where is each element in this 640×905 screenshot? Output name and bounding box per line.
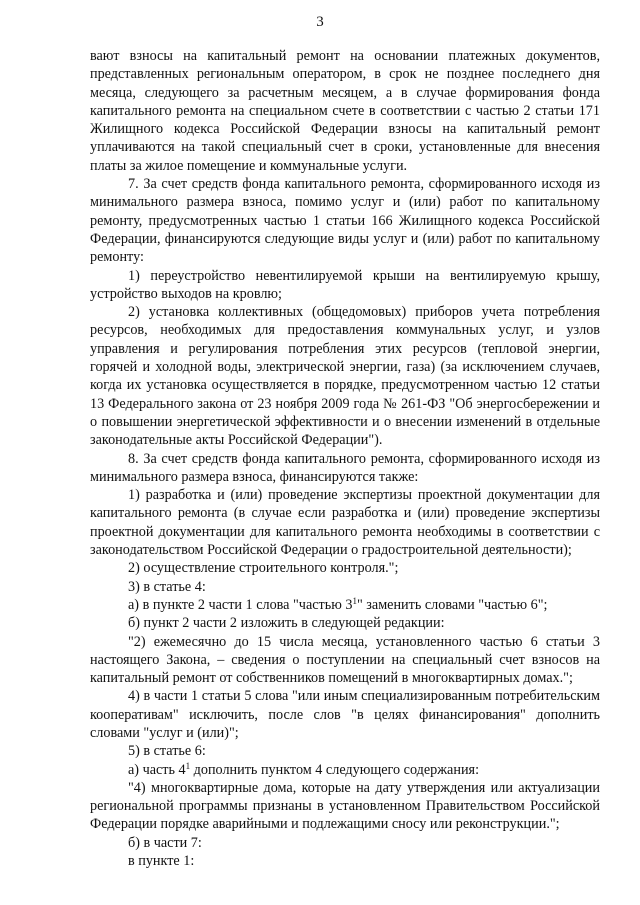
paragraph-continuation: вают взносы на капитальный ремонт на основании платежных документов, представленных региональным оператором, в срок не позднее последнего дня месяца, следующего за расчетным месяцем, а в случае формирования фонда капитального ремонта на специальном счете в соответствии с частью 2 статьи 171 Жилищного кодекса Российской Федерации взносы на капитальный ремонт уплачиваются на такой специальный счет в сроки, установленные для внесения платы за жилое помещение и коммунальные услуги. <box>90 48 600 174</box>
paragraph-item-8: 8. За счет средств фонда капитального ремонта, сформированного исходя из минимального размера взноса, финансируются также: <box>90 450 600 485</box>
paragraph-amendment-5b: б) в части 7: <box>128 834 202 851</box>
amendment-3a-text-end: " заменить словами "частью 6"; <box>356 596 548 613</box>
amendment-3a-text-start: а) в пункте 2 части 1 слова "частью 3 <box>128 596 353 613</box>
paragraph-item-7-2: 2) установка коллективных (общедомовых) приборов учета потребления ресурсов, необходимых для предоставления коммунальных услуг, и узлов управления и регулирования потребления этих ресурсов (тепловой энергии, горячей и холодной воды, электрической энергии, газа) (за исключением случаев, когда их установка осуществляется в порядке, предусмотренном частью 12 статьи 13 Федерального закона от 23 ноября 2009 года № 261-ФЗ "Об энергосбережении и о повышении энергетической эффективности и о внесении изменений в отдельные законодательные акты Российской Федерации"). <box>90 304 600 449</box>
paragraph-amendment-3: 3) в статье 4: <box>128 578 206 595</box>
paragraph-item-7: 7. За счет средств фонда капитального ремонта, сформированного исходя из минимального размера взноса, помимо услуг и (или) работ по капитальному ремонту, предусмотренных частью 1 статьи 166 Жилищного кодекса Российской Федерации, финансируются следующие виды услуг и (или) работ по капитальному ремонту: <box>90 176 600 266</box>
page-number: 3 <box>316 14 324 30</box>
paragraph-amendment-5: 5) в статье 6: <box>128 743 206 760</box>
paragraph-amendment-5b-1: в пункте 1: <box>128 853 195 870</box>
amendment-5a-text-end: дополнить пунктом 4 следующего содержания: <box>190 761 480 778</box>
paragraph-amendment-3a <box>90 596 600 614</box>
paragraph-amendment-3b: б) пункт 2 части 2 изложить в следующей редакции: <box>128 615 445 632</box>
paragraph-amendment-4: 4) в части 1 статьи 5 слова "или иным специализированным потребительским кооперативам" исключить, после слов "в целях финансирования" дополнить словами "услуг и (или)"; <box>90 688 600 741</box>
paragraph-item-8-2: 2) осуществление строительного контроля."; <box>128 560 399 577</box>
superscript: 1 <box>352 595 357 606</box>
paragraph-item-7-1: 1) переустройство невентилируемой крыши на вентилируемую крышу, устройство выходов на кровлю; <box>90 267 600 302</box>
document-body <box>90 47 600 870</box>
paragraph-item-8-1: 1) разработка и (или) проведение экспертизы проектной документации для капитального ремонта (в случае если разработка и (или) проведение экспертизы проектной документации для капитального ремонта необходимы в соответствии с законодательством Российской Федерации о градостроительной деятельности); <box>90 487 600 559</box>
paragraph-amendment-5a-text: "4) многоквартирные дома, которые на дату утверждения или актуализации региональной программы признаны в установленном Правительством Российской Федерации порядке аварийными и подлежащими сносу или реконструкции."; <box>90 779 600 833</box>
paragraph-amendment-5a <box>90 761 600 779</box>
paragraph-amendment-3b-text: "2) ежемесячно до 15 числа месяца, установленного частью 6 статьи 3 настоящего Закона, – сведения о поступлении на специальный счет взносов на капитальный ремонт от собственников помещений в многоквартирных домах."; <box>90 633 600 687</box>
amendment-5a-text-start: а) часть 4 <box>128 761 186 778</box>
superscript: 1 <box>185 760 191 771</box>
